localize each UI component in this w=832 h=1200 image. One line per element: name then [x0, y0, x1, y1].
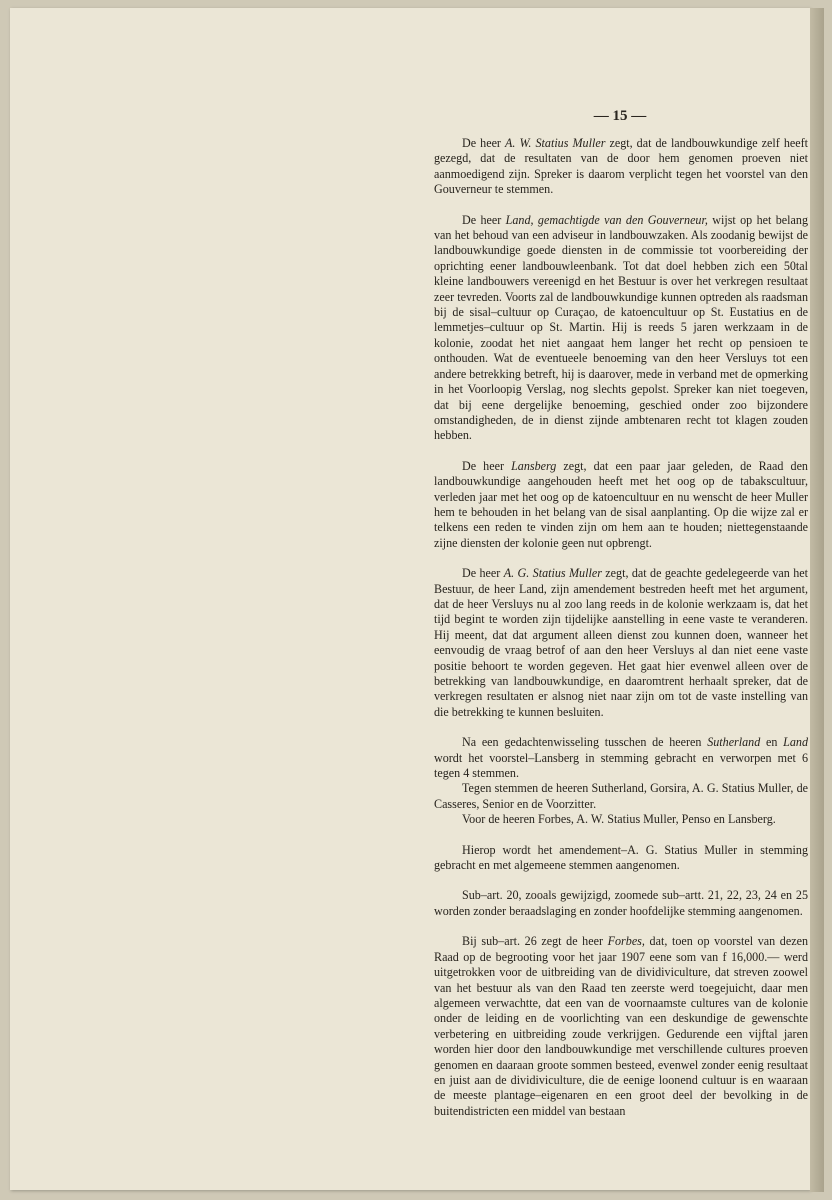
paragraph: [434, 888, 808, 919]
speaker-name: A. G. Statius Muller: [503, 566, 602, 581]
paragraph: [434, 934, 808, 1119]
text-segment: zegt, dat de geachte gedelegeerde van het Bestuur, de heer Land, zijn amendement bestreden heeft met het argument, dat de heer Versluys nu al zoo lang reeds in de kolonie werkzaam is, dat het tijd begint te worden zijn tijdelijke aanstelling in eene vaste te veranderen. Hij meent, dat dat argument alleen dienst zou kunnen doen, wanneer het eenvoudig de vraag betrof of aan den heer Versluys al dan niet eene vaste positie behoort te worden gegeven. Het gaat hier evenwel alleen over de betrekking van landbouwkundige, en daaromtrent herhaalt spreker, dat de verkregen resultaten er alsnog niet naar zijn om tot de vaste instelling van die betrekking te kunnen besluiten.: [434, 566, 808, 719]
paragraph: [434, 566, 808, 720]
text-segment: Bij sub–art. 26 zegt de heer: [462, 934, 608, 949]
text-segment: De heer: [462, 458, 512, 473]
text-segment: Hierop wordt het amendement–A. G. Statius Muller in stemming gebracht en met algemeene stemmen aangenomen.: [434, 842, 808, 873]
text-segment: en: [760, 735, 784, 750]
text-segment: wordt het voorstel–Lansberg in stemming gebracht en verworpen met 6 tegen 4 stemmen.: [434, 750, 808, 781]
paragraph: [434, 735, 808, 781]
page-number: — 15 —: [593, 108, 647, 124]
paragraph: [434, 459, 808, 551]
paragraph: [434, 843, 808, 874]
text-segment: Sub–art. 20, zooals gewijzigd, zoomede sub–artt. 21, 22, 23, 24 en 25 worden zonder beraadslaging en zonder hoofdelijke stemming aangenomen.: [434, 888, 808, 918]
text-segment: De heer: [462, 566, 504, 581]
text-segment: Na een gedachtenwisseling tusschen de heeren: [462, 735, 708, 750]
text-column: [434, 136, 808, 1119]
paragraph: [434, 781, 808, 812]
paragraph: [434, 812, 808, 827]
document-page: [10, 8, 810, 1190]
text-segment: Voor de heeren Forbes, A. W. Statius Muller, Penso en Lansberg.: [462, 812, 776, 827]
text-segment: wijst op het belang van het behoud van een adviseur in landbouwzaken. Als zoodanig bewijst de landbouwkundige goede diensten in de commissie tot voorbereiding der oprichting eener landbouwleenbank. Tot dat doel hebben zich een 50tal kleine landbouwers vereenigd en het Bestuur is over het verkregen resultaat zeer tevreden. Voorts zal de landbouwkundige kunnen optreden als raadsman bij de sisal–cultuur op Curaçao, de katoencultuur op St. Eustatius en de lemmetjes–cultuur op St. Martin. Hij is reeds 5 jaren werkzaam in de kolonie, zoodat het niet aangaat hem langer het recht op pensioen te onthouden. Wat de eventueele benoeming van den heer Versluys tot een andere betrekking betreft, hij is daarover, mede in verband met de opmerking in het Voorloopig Verslag, nog slechts gepolst. Spreker kan niet toegeven, dat bij eene dergelijke benoeming, geschied onder zoo bijzondere omstandigheden, de in dienst zijnde ambtenaren recht tot klagen zouden hebben.: [434, 212, 808, 443]
text-segment: dat, toen op voorstel van dezen Raad op de begrooting voor het jaar 1907 eene som van f 16,000.— werd uitgetrokken voor de uitbreiding van de dividiviculture, dat streven zoowel van het bestuur als van den Raad ten zeerste werd toegejuicht, daar men algemeen verwachtte, dat een van de voornaamste cultures van de kolonie onder de leiding en de voorlichting van een deskundige de gewenschte verbetering en uitbreiding zoude verkrijgen. Gedurende een vijftal jaren worden hier door den landbouwkundige met verschillende cultures proeven genomen en daaraan groote sommen besteed, evenwel zonder eenig resultaat en juist aan de dividiviculture, die de eenige loonend cultuur is en waaraan de meeste plantage–eigenaren en een groot deel der bevolking in de buitendistricten een middel van bestaan: [434, 934, 808, 1118]
speaker-name: Forbes,: [607, 934, 645, 949]
text-segment: De heer: [462, 212, 506, 227]
text-segment: zegt, dat de landbouwkundige zelf heeft gezegd, dat de resultaten van de door hem genomen proeven niet aanmoedigend zijn. Spreker is daarom verplicht tegen het voorstel van den Gouverneur te stemmen.: [434, 136, 808, 197]
text-segment: zegt, dat een paar jaar geleden, de Raad den landbouwkundige aangehouden heeft met het oog op de tabakscultuur, verleden jaar met het oog op de katoencultuur en nu wenscht de heer Muller hem te behouden in het belang van de sisal aanplanting. Op die wijze zal er telkens een reden te vinden zijn om hem aan te houden; niettegenstaande zijne diensten der kolonie geen nut opbrengt.: [434, 458, 808, 550]
speaker-name: Sutherland: [707, 735, 761, 750]
paragraph: [434, 213, 808, 444]
speaker-name: A. W. Statius Muller: [505, 136, 606, 150]
speaker-name: Land: [783, 735, 808, 750]
text-segment: De heer: [462, 136, 506, 150]
text-segment: Tegen stemmen de heeren Sutherland, Gorsira, A. G. Statius Muller, de Casseres, Senior en de Voorzitter.: [434, 781, 808, 811]
speaker-name: Lansberg: [511, 458, 557, 473]
paragraph: [434, 136, 808, 198]
page-edge: [810, 8, 824, 1192]
speaker-name: Land, gemachtigde van den Gouverneur,: [505, 212, 708, 227]
